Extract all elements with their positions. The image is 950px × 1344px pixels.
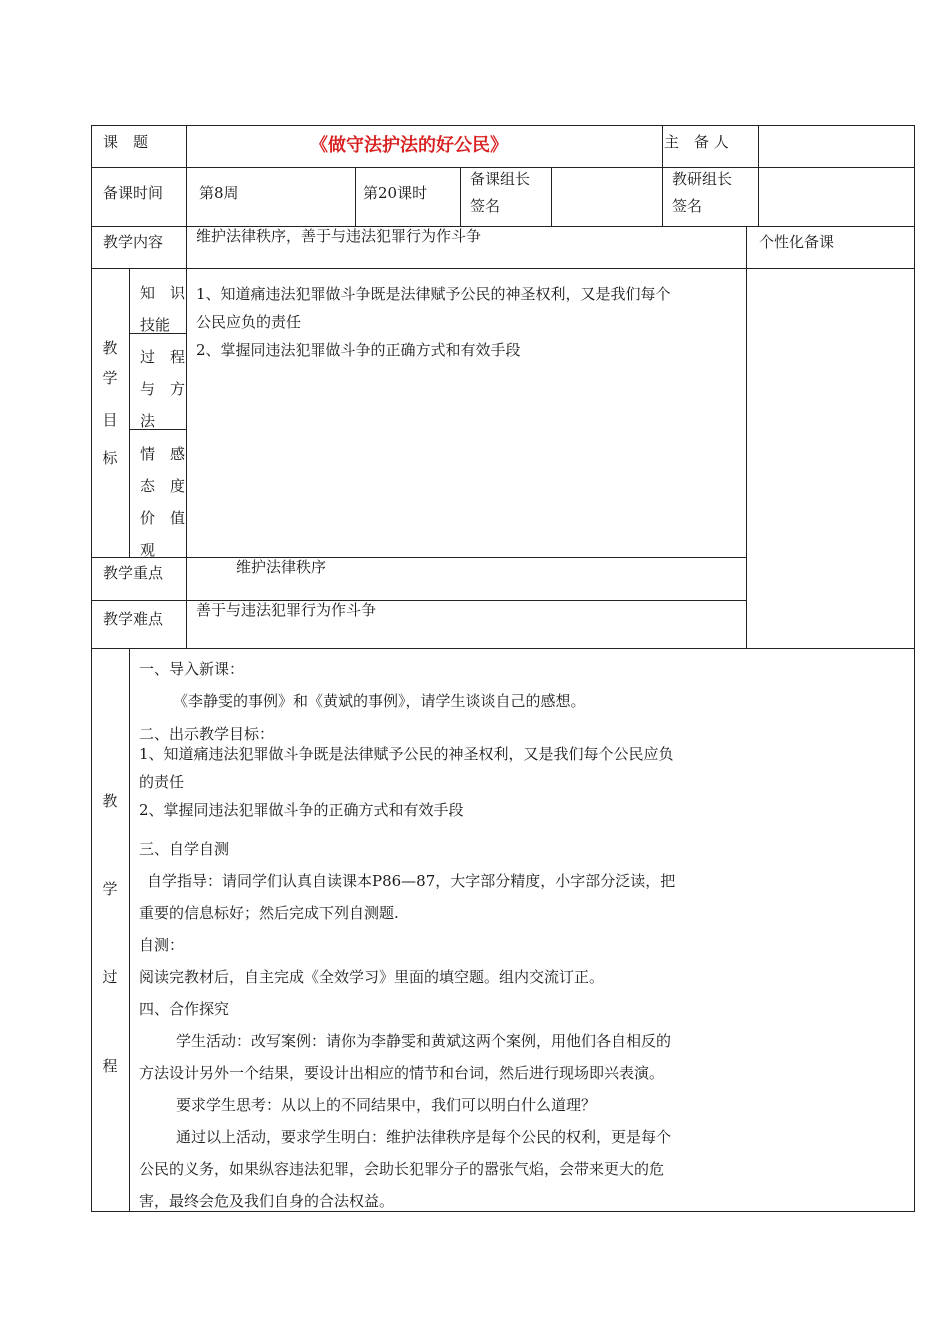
process-line: 方法设计另外一个结果，要设计出相应的情节和台词，然后进行现场即兴表演。 bbox=[139, 1064, 665, 1082]
group-leader-label: 签名 bbox=[470, 197, 501, 215]
grid-line bbox=[91, 557, 747, 558]
grid-line bbox=[91, 125, 92, 1212]
process-line: 《李静雯的事例》和《黄斌的事例》，请学生谈谈自己的感想。 bbox=[173, 692, 586, 710]
process-line: 四、合作探究 bbox=[139, 1000, 230, 1018]
process-method-label: 过 程 bbox=[140, 348, 186, 366]
process-line: 自测： bbox=[139, 936, 185, 954]
process-line: 重要的信息标好；然后完成下列自测题. bbox=[139, 904, 399, 922]
process-line: 2、掌握同违法犯罪做斗争的正确方式和有效手段 bbox=[139, 801, 464, 819]
lesson-value: 第20课时 bbox=[363, 184, 428, 202]
grid-line bbox=[355, 167, 356, 226]
grid-line bbox=[662, 125, 663, 226]
prep-time-label: 备课时间 bbox=[103, 184, 164, 202]
process-label: 教 学 过 程 bbox=[102, 792, 118, 1075]
objective-text: 2、掌握同违法犯罪做斗争的正确方式和有效手段 bbox=[196, 341, 521, 359]
group-leader-label: 备课组长 bbox=[470, 170, 531, 188]
emotion-values-label: 态 度 bbox=[140, 477, 186, 495]
process-line: 要求学生思考：从以上的不同结果中，我们可以明白什么道理？ bbox=[176, 1096, 597, 1114]
grid-line bbox=[91, 648, 915, 649]
grid-line bbox=[91, 600, 747, 601]
emotion-values-label: 价 值 bbox=[140, 509, 186, 527]
knowledge-label: 知 识 bbox=[140, 284, 186, 302]
knowledge-label: 技能 bbox=[140, 316, 171, 334]
page-title: 《做守法护法的好公民》 bbox=[310, 135, 508, 156]
content-text: 维护法律秩序，善于与违法犯罪行为作斗争 bbox=[196, 227, 482, 245]
process-method-label: 与 方 bbox=[140, 380, 186, 398]
objective-text: 公民应负的责任 bbox=[196, 313, 302, 331]
week-value: 第8周 bbox=[199, 184, 239, 202]
process-line: 阅读完教材后，自主完成《全效学习》里面的填空题。组内交流订正。 bbox=[139, 968, 605, 986]
grid-line bbox=[186, 125, 187, 226]
emotion-values-label: 情 感 bbox=[140, 445, 186, 463]
grid-line bbox=[129, 429, 186, 430]
objectives-label: 教 学 目 标 bbox=[102, 339, 118, 467]
grid-line bbox=[551, 167, 552, 226]
process-line: 三、自学自测 bbox=[139, 840, 230, 858]
process-line: 一、导入新课： bbox=[139, 660, 245, 678]
topic-label: 课 题 bbox=[103, 133, 149, 151]
grid-line bbox=[91, 1211, 915, 1212]
process-line: 学生活动：改写案例：请你为李静雯和黄斌这两个案例，用他们各自相反的 bbox=[176, 1032, 672, 1050]
grid-line bbox=[746, 226, 747, 648]
key-point-text: 维护法律秩序 bbox=[236, 558, 327, 576]
grid-line bbox=[91, 167, 915, 168]
grid-line bbox=[460, 167, 461, 226]
grid-line bbox=[129, 648, 130, 1211]
objective-text: 1、知道痛违法犯罪做斗争既是法律赋予公民的神圣权利，又是我们每个 bbox=[196, 285, 671, 303]
grid-line bbox=[186, 226, 187, 648]
process-line: 的责任 bbox=[139, 773, 185, 791]
grid-line bbox=[91, 125, 915, 126]
research-leader-label: 教研组长 bbox=[672, 170, 733, 188]
difficulty-text: 善于与违法犯罪行为作斗争 bbox=[196, 601, 377, 619]
difficulty-label: 教学难点 bbox=[103, 610, 164, 628]
process-line: 害，最终会危及我们自身的合法权益。 bbox=[139, 1192, 395, 1210]
process-line: 公民的义务，如果纵容违法犯罪，会助长犯罪分子的嚣张气焰，会带来更大的危 bbox=[139, 1160, 665, 1178]
research-leader-label: 签名 bbox=[672, 197, 703, 215]
process-line: 通过以上活动，要求学生明白：维护法律秩序是每个公民的权利，更是每个 bbox=[176, 1128, 672, 1146]
process-line: 自学指导：请同学们认真自读课本P86—87，大字部分精度，小字部分泛读，把 bbox=[147, 872, 676, 890]
grid-line bbox=[914, 125, 915, 1212]
key-point-label: 教学重点 bbox=[103, 564, 164, 582]
process-line: 二、出示教学目标： bbox=[139, 725, 275, 743]
content-label: 教学内容 bbox=[103, 233, 164, 251]
preparer-label: 主 备 人 bbox=[664, 133, 729, 151]
process-method-label: 法 bbox=[140, 412, 156, 430]
emotion-values-label: 观 bbox=[140, 541, 156, 559]
grid-line bbox=[129, 268, 130, 557]
grid-line bbox=[758, 125, 759, 226]
process-line: 1、知道痛违法犯罪做斗争既是法律赋予公民的神圣权利，又是我们每个公民应负 bbox=[139, 745, 674, 763]
personal-prep-label: 个性化备课 bbox=[759, 233, 835, 251]
grid-line bbox=[91, 268, 915, 269]
